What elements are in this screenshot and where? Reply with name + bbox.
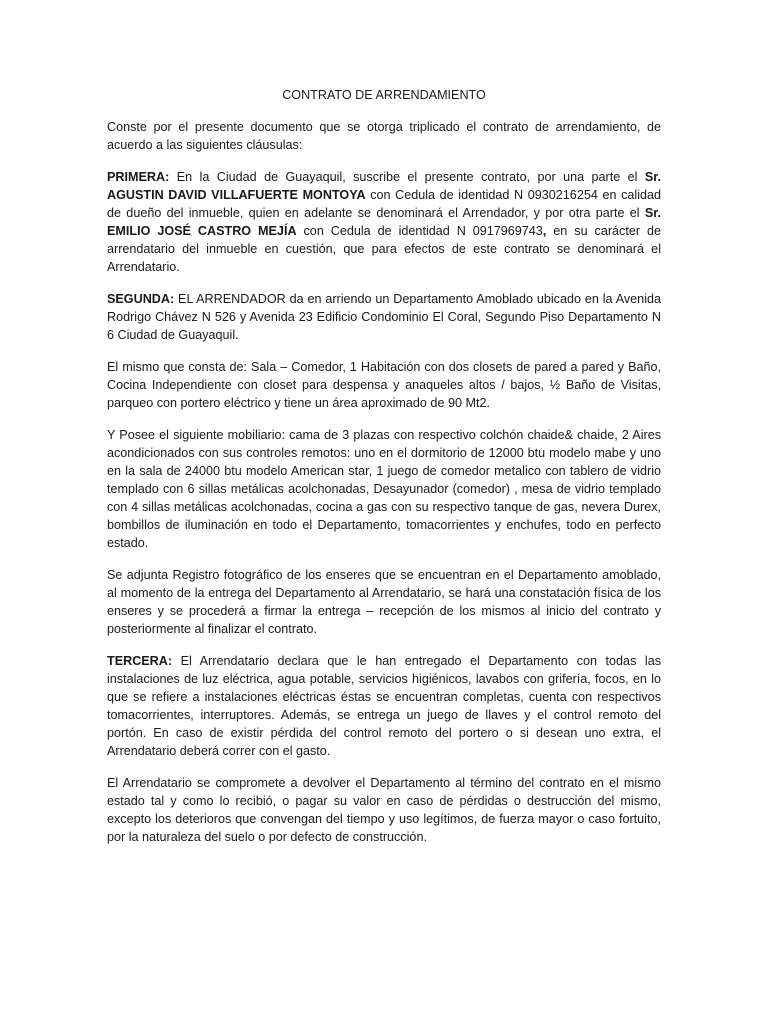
clause-primera-text-4: en su carácter de arrendatario del inmueble en cuestión, que para efectos de este contrato se denominará el Arrendatario. (107, 224, 661, 274)
clause-primera (107, 168, 661, 276)
consta-paragraph: El mismo que consta de: Sala – Comedor, 1 Habitación con dos closets de pared a pared y Baño, Cocina Independiente con closet para despensa y anaqueles altos / bajos, ½ Baño de Visitas, parqueo con portero eléctrico y tiene un área aproximado de 90 Mt2. (107, 360, 661, 410)
clause-primera-text-1: En la Ciudad de Guayaquil, suscribe el presente contrato, por una parte el (169, 170, 645, 184)
document-page (107, 86, 661, 860)
mobiliario-paragraph: Y Posee el siguiente mobiliario: cama de 3 plazas con respectivo colchón chaide& chaide, 2 Aires acondicionados con sus controles remotos: uno en el dormitorio de 12000 btu modelo mabe y uno en la sala de 24000 btu modelo American star, 1 juego de comedor metalico con tablero de vidrio templado con 6 sillas metálicas acolchonadas, Desayunador (comedor) , mesa de vidrio templado con 4 sillas metálicas acolchonadas, cocina a gas con su respectivo tanque de gas, nevera Durex, bombillos de iluminación en todo el Departamento, tomacorrientes y enchufes, todo en perfecto estado. (107, 428, 661, 550)
clause-primera-comma: , (542, 224, 547, 238)
document-title: CONTRATO DE ARRENDAMIENTO (282, 88, 486, 102)
clause-tercera (107, 652, 661, 760)
intro-paragraph: Conste por el presente documento que se otorga triplicado el contrato de arrendamiento, de acuerdo a las siguientes cláusulas: (107, 120, 661, 152)
clause-primera-text-2: con Cedula de identidad N 0930216254 en calidad de dueño del inmueble, quien en adelante se denominará el Arrendador, y por otra parte el (107, 188, 662, 220)
devolucion-paragraph: El Arrendatario se compromete a devolver el Departamento al término del contrato en el mismo estado tal y como lo recibió, o pagar su valor en caso de pérdidas o destrucción del mismo, excepto los deterioros que convengan del tiempo y uso legítimos, de fuerza mayor o caso fortuito, por la naturaleza del suelo o por defecto de construcción. (107, 776, 661, 844)
clause-segunda (107, 290, 661, 344)
clause-tercera-text: El Arrendatario declara que le han entregado el Departamento con todas las instalaciones de luz eléctrica, agua potable, servicios higiénicos, lavabos con grifería, focos, en lo que se refiere a instalaciones eléctricas éstas se encuentran completas, cuenta con respectivos tomacorrientes, interruptores. Además, se entrega un juego de llaves y el control remoto del portón. En caso de existir pérdida del control remoto del portero o si desean uno extra, el Arrendatario deberá correr con el gasto. (107, 654, 661, 758)
clause-segunda-text: EL ARRENDADOR da en arriendo un Departamento Amoblado ubicado en la Avenida Rodrigo Chávez N 526 y Avenida 23 Edificio Condominio El Coral, Segundo Piso Departamento N 6 Ciudad de Guayaquil. (107, 292, 661, 342)
clause-segunda-heading: SEGUNDA: (107, 292, 175, 306)
clause-primera-text-3: con Cedula de identidad N 0917969743 (296, 224, 543, 238)
clause-tercera-heading: TERCERA: (107, 654, 173, 668)
arrendador-name: Sr. AGUSTIN DAVID VILLAFUERTE MONTOYA (107, 170, 661, 202)
arrendatario-name: Sr. EMILIO JOSÉ CASTRO MEJÍA (107, 206, 661, 238)
clause-primera-heading: PRIMERA: (107, 170, 170, 184)
registro-paragraph: Se adjunta Registro fotográfico de los enseres que se encuentran en el Departamento amoblado, al momento de la entrega del Departamento al Arrendatario, se hará una constatación física de los enseres y se procederá a firmar la entrega – recepción de los mismos al inicio del contrato y posteriormente al finalizar el contrato. (107, 568, 661, 636)
